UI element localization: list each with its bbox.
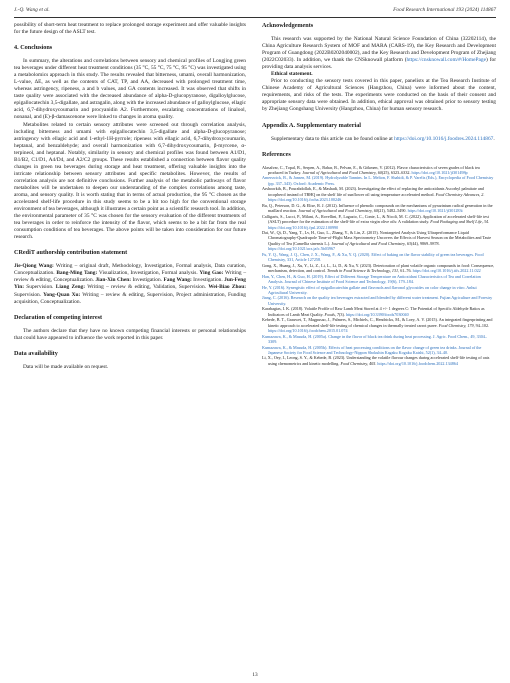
reference-journal: Journal of Agricultural and Food Chemistry, 60 xyxy=(298,208,378,214)
reference-text: Li, X., Oey, I., Leong, S. Y., & Kebede, B. (2023). Understanding the volatile flavour changes during accelerated shelf-life testing of oats using chemometrics and kinetic modelling. xyxy=(262,355,490,366)
credit-author-name: Yong-Quan Xu: xyxy=(43,291,81,298)
reference-journal: Journal of Agricultural and Food Chemistry, 63 xyxy=(331,240,411,246)
credit-author-name: Liang Zeng: xyxy=(55,284,85,291)
reference-journal: Food Packaging and Shelf Life, 34 xyxy=(430,219,488,225)
credit-author-name: Wei-Biao Zhou: xyxy=(208,284,246,291)
reference-link[interactable]: Han, Y., Chen, H., & Guo, H. (2019). Effect of Different Storage Temperature on Antioxidant Characteristics of Tea and Correlation Analysis. Journal of Chinese Institute of Food Science and Technology, 19(6), 179–184. xyxy=(262,273,481,285)
reference-text: Gong, X., Huang, J., Xu, Y., Li, Z., Li, L., Li, D., & Xu, Y. (2023). Deterioration of plant volatile organic compounds in food: Consequence, mechanism, detection, and control. xyxy=(262,262,495,274)
reference-item xyxy=(262,306,496,317)
reference-details: , 61–76. xyxy=(398,268,413,274)
reference-item xyxy=(262,285,496,296)
reference-item xyxy=(262,214,496,230)
reference-journal: Journal of Agricultural and Food Chemistry, 60 xyxy=(302,170,382,176)
reference-link[interactable]: https://doi.org/10.1016/j.foodchem.2015.01.074 xyxy=(268,328,348,334)
reference-item xyxy=(262,230,496,252)
references-heading: References xyxy=(262,150,291,158)
reference-link[interactable]: Jiang, C. (2016). Research on the quality tea beverages extracted and blended by different water treatment. Fujian Agriculture and Forestry University. xyxy=(262,295,493,306)
appendix-text-part-1: Supplementary data to this article can be found online at xyxy=(271,135,395,142)
reference-item xyxy=(262,186,496,202)
credit-author-role: Visualization, Investigation, Formal analysis. xyxy=(97,270,200,277)
data-availability-text: Data will be made available on request. xyxy=(23,363,109,370)
reference-link[interactable]: He, Y. (2016). Synergistic effect of epigallocatechin gallate and flavonols and flavonol glycosides on color change in vitro. Anhui Agricultural University. xyxy=(262,284,477,295)
credit-paragraph xyxy=(14,263,246,305)
reference-link[interactable]: Amerswick, B., & Jansen, M. (2019). Hydrolyzable Tannins. In L. Melton, F. Shahidi, & P. Varelis (Eds.), Encyclopedia of Food Chemistry (pp. 337–343). Oxford: Academic Press. xyxy=(262,175,494,186)
header-divider xyxy=(14,17,496,18)
ethical-statement-heading: Ethical statement. xyxy=(271,71,313,78)
reference-link[interactable]: https://doi.org/10.1021/jf301498p xyxy=(411,170,468,176)
reference-details: . xyxy=(483,191,485,197)
reference-details: (25), 6323–6332. xyxy=(381,170,412,176)
reference-journal: Food Chemistry Advances, 2 xyxy=(435,191,484,197)
header-authors: J.-Q. Wang et al. xyxy=(14,7,50,13)
reference-item xyxy=(262,165,496,176)
reference-item xyxy=(262,334,496,345)
reference-details: , 94–102. xyxy=(473,322,490,328)
appendix-text xyxy=(262,136,496,143)
reference-link[interactable]: Kumazawa, K., & Masuda, H. (2005a). Change in the flavor of black tea drink during heat processing. J. Agric. Food Chem., 49, 3304–3309. xyxy=(262,333,487,345)
reference-link[interactable]: https://doi.org/10.3390/foods7030040 xyxy=(345,311,409,317)
reference-link[interactable]: https://doi.org/10.1021/acs.jafc.5b03967 xyxy=(268,246,336,252)
reference-text: Bu, Q., Peterson, D. G., & Elise, R. J. (2012). Influence of phenolic compounds on the mechanisms of pyrazinium radical generation in the maillard reaction. xyxy=(262,202,493,214)
reference-item xyxy=(262,317,496,333)
intro-paragraph: possibility of short-term heat treatment to replace prolonged storage experiment and offer valuable insights for the future design of the ASLT test. xyxy=(14,22,246,36)
acknowledgements-text xyxy=(262,36,496,71)
credit-author-role: Supervision. xyxy=(23,284,56,291)
reference-text: Calligaris, S., Lucci, P., Milani, A., Rovellini, P., Lagazio, C., Conte, L., & Nicoli, M. C. (2022). Application of accelerated shelf-life test (ASLT) procedure for the estimation of the shelf-life of extra virgin olive oils: A validation study. xyxy=(262,213,489,225)
reference-item xyxy=(262,274,496,285)
reference-item xyxy=(262,203,496,214)
reference-text: Arshoorkih, B., Pourabdollah, E., & Mashadi, M. (2023). Investigating the effect of replacing the antioxidants Ascorbyl palmitate and tocopherol instead of TBHQ on the shelf life of sunflower oil using temperature accelerated method. xyxy=(262,186,484,197)
credit-statement xyxy=(14,263,246,305)
credit-author-name: Jie-Qiong Wang: xyxy=(14,263,54,270)
reference-item xyxy=(262,295,496,306)
conclusions-paragraph-2: Metabolites related to certain sensory attributes were screened out through correlation analysis, including bitterness and umami with epigallocatechin 3,5-digallate and alpha-D-glucopyranose; astringency with ellagic acid and 1-ethyl-1H-pyrrole; ripeness with ellagic acid, 6,7-dihydroxycoumarin, heptanal, and benzaldehyde; and overall harmonization with 6,7-dihydroxycoumarin, β-myrcene, α-terpineol, and heptanal. Notably, similarity in sensory and chemical profiles was found between A1/D1, B1/B2, C1/D1, A4/D4, and A2/C2 groups. These results established a connection between flavor quality changes in green tea beverages during storage and heat treatment, offering valuable insights into the intricate relationship between sensory attributes and specific metabolites. However, the results of correlation analysis are not definitive conclusions. Further analysis of the metabolic pathways of flavor metabolites will be undertaken to deepen our understanding of the complex correlations among taste, aroma, and sensory quality. It is worth stating that in terms of actual production, the 95 °C chosen as the accelerated shelf-life procedure in this study seems to be a bit too high for the conventional storage environment of tea beverages, although it illustrates a certain point as a scientific research tool. In addition, the environmental parameter of 35 °C was chosen for the sensory evaluation of the different treatments of tea beverages in order to reinforce the intensity of the flavor, which seems to be a bit far from the real consumption conditions of tea beverages. The above points will be taken into consideration for our future research. xyxy=(14,121,246,241)
credit-author-role: Investigation. xyxy=(191,277,225,284)
right-column xyxy=(262,22,496,366)
reference-details: . xyxy=(375,360,378,366)
credit-author-name: Ying Gao: xyxy=(199,270,224,277)
competing-interest-text: The authors declare that they have no known competing financial interests or personal relationships that could have appeared to influence the work reported in this paper. xyxy=(14,327,246,341)
reference-item xyxy=(262,175,496,186)
credit-author-name: Jian-Xin Chen: xyxy=(95,277,132,284)
credit-author-name: Jun-Feng Yin: xyxy=(14,277,246,291)
reference-text: Kebede, B. T., Grauwet, T., Magpusao, J., Palmers, S., Michiels, C., Hendrickx, M., & Loey, A. V. (2015). An integrated fingerprinting and kinetic approach to accelerated shelf-life testing of chemical changes in thermally treated carrot puree. xyxy=(262,317,493,328)
reference-link[interactable]: https://doi.org/10.1016/j.fpsl.2022.100990 xyxy=(268,224,339,230)
acknowledgements-heading: Acknowledgements xyxy=(262,22,314,29)
reference-details: (3). xyxy=(339,311,346,317)
ack-text-part-1: This research was supported by the National Natural Science Foundation of China (32202114), the China Agriculture Research System of MOF and MARA (CARS-19), the Key Research and Development Program of Guangdong (2022B0202040002), and the Key Research and Development Program of Zhejiang (2022C02033). In addition, we thank the CNSknowall platform ( xyxy=(262,36,496,64)
reference-details: . xyxy=(487,219,489,225)
reference-link[interactable]: Kumazawa, K., & Masuda, H. (2005b). Effects of heat processing conditions on the flavor change of green tea drinks. Journal of the Japanese Society for Food Science and Technology-Nippon Shokuhin Kagaku Kogaku Kaishi, 52(1), 34–40. xyxy=(262,344,482,355)
conclusions-paragraph-1: In summary, the alterations and correlations between sensory and chemical profiles of Longjing green tea beverages under different heat treatment conditions (35 °C, 55 °C, 75 °C, 95 °C) was investigated using a metabolomics approach in this study. The results revealed that bitterness, umami, overall harmonization, L-value, ΔE, as well as the contents of CAT, TP, and AA, decreased with prolonged treatment time, whereas astringency, ripeness, a and b values, and GA contents increased. It was observed that shifts in taste quality were associated with the decreased abundance of alpha-D-glucopyranose, digalloylglucose, epigallocatechin 3,5-digallate, and astragalin, along with the increased abundance of galloylglucose, ellagic acid, 6,7-dihydroxycoumarin and procyanidin A2. Furthermore, escalating concentrations of linalool, nonanal, and (E)-β-damascenone were linked to changes in aroma quality. xyxy=(14,58,246,121)
credit-author-name: Bang-Ming Tang: xyxy=(56,270,98,277)
reference-details: (44), 9869–9878. xyxy=(410,240,440,246)
reference-item xyxy=(262,355,496,366)
reference-item xyxy=(262,263,496,274)
reference-link[interactable]: https://doi.org/10.1021/jf301283t xyxy=(407,208,463,214)
credit-author-role: Writing – review & editing, Supervision, Project administration, Funding acquisition, Conceptualization. xyxy=(14,291,246,305)
credit-author-role: Writing – review & editing, Conceptualization. xyxy=(14,270,247,284)
reference-journal: Food Chemistry, 179 xyxy=(438,322,474,328)
reference-text: Karabagias, I. K. (2018). Volatile Profile of Raw Lamb Meat Stored at 4 +/- 1 degrees C: The Potential of Specific Aldehyde Ratios as Indicators of Lamb Meat Quality. xyxy=(262,306,485,317)
running-header xyxy=(14,7,496,17)
competing-interest-heading: Declaration of competing interest xyxy=(14,313,103,321)
ethical-statement-text: Prior to conducting the sensory tests covered in this paper, panelists at the Tea Research Institute of Chinese Academy of Agricultural Sciences (Hangzhou, China) were informed about the content, requirements, and risks of the tests. The experiments were conducted on the basis of their consent and appropriate sensory data were obtained. In addition, ethical approval was obtained prior to sensory testing by Zhejiang Gongshang University (Hangzhou, China) for human sensory research. xyxy=(262,78,496,113)
reference-journal: Trends in Food Science & Technology, 131 xyxy=(327,268,399,274)
reference-item xyxy=(262,345,496,356)
references-list xyxy=(262,165,496,367)
reference-item xyxy=(262,252,496,263)
reference-journal: Food Chemistry, 405 xyxy=(340,360,376,366)
reference-link[interactable]: Fu, Y. Q., Wang, J. Q., Chen, J. X., Wang, F., & Xu, Y. Q. (2020). Effect of baking on the flavor stability of green tea beverages. Food Chemistry, 331, Article 127258. xyxy=(262,251,484,263)
supplementary-doi-link[interactable]: https://doi.org/10.1016/j.foodres.2024.114867 xyxy=(394,135,494,142)
credit-author-role: Writing – original draft, Methodology, Investigation, Formal analysis, Data curation, Conceptualization. xyxy=(14,263,246,277)
reference-text: Dai, W., Qi, D., Yang, T., Lv, H., Guo, L., Zhang, Y., & Lin, Z. (2015). Nontargeted Analysis Using Ultraperformance Liquid Chromatography-Quadrupole Time-of-Flight Mass Spectrometry Uncovers the Effects of Harvest Season on the Metabolites and Taste Quality of Tea (Camellia sinensis L.). xyxy=(262,230,492,246)
appendix-text-part-2: . xyxy=(493,135,495,142)
conclusions-heading: 4. Conclusions xyxy=(14,44,53,52)
reference-link[interactable]: https://doi.org/10.1016/j.foodchem.2022.134864 xyxy=(377,360,458,366)
credit-author-role: Supervision. xyxy=(14,291,44,298)
page-number: 13 xyxy=(252,672,258,678)
left-column xyxy=(14,22,246,371)
appendix-heading: Appendix A. Supplementary material xyxy=(262,121,362,129)
reference-journal: Foods, 7 xyxy=(324,311,340,317)
credit-author-name: Fang Wang: xyxy=(163,277,192,284)
reference-link[interactable]: https://doi.org/10.1016/j.tifs.2022.11.022 xyxy=(412,268,481,274)
reference-details: (21), 5482–5490. xyxy=(377,208,408,214)
ack-text-part-2: ) for providing data analysis services. xyxy=(262,57,496,71)
cnsknowall-link[interactable]: https://cnsknowall.com/#/HomePage xyxy=(406,57,487,64)
data-availability-heading: Data availability xyxy=(14,349,58,357)
reference-text: Alasalvar, C., Topal, B., Serpen, A., Bahar, B., Pelvan, E., & Gökmen, V. (2012). Flavor characteristics of seven grades of black tea produced in Turkey. xyxy=(262,164,480,176)
header-journal: Food Research International 193 (2024) 114867 xyxy=(393,7,496,13)
credit-author-role: Writing – review & editing, Validation, Supervision. xyxy=(85,284,209,291)
reference-link[interactable]: https://doi.org/10.1016/j.focha.2023.100246 xyxy=(268,197,342,203)
credit-heading: CRediT authorship contribution statement xyxy=(14,249,128,257)
credit-author-role: Investigation. xyxy=(131,277,164,284)
